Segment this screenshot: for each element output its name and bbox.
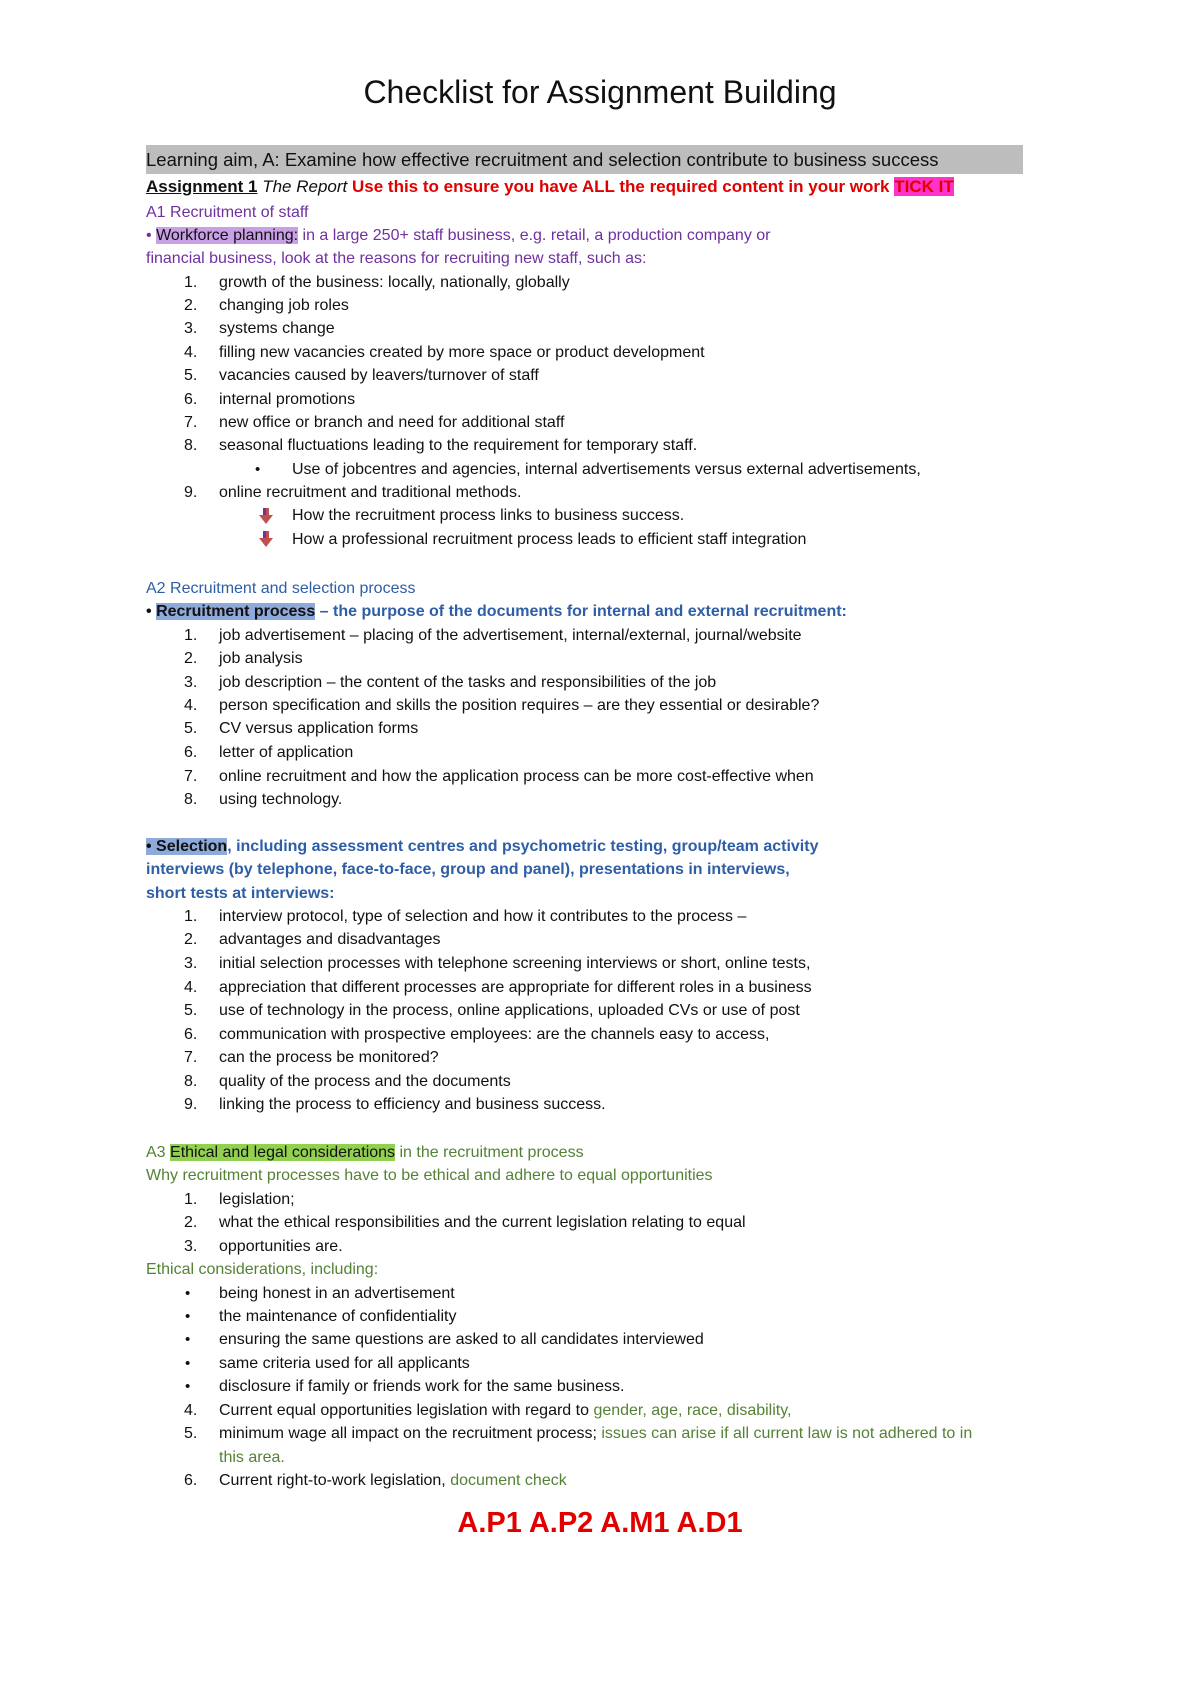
list-item: advantages and disadvantages — [219, 931, 441, 948]
tick-it-badge: TICK IT — [894, 177, 954, 196]
list-number: 1. — [184, 1191, 198, 1208]
list-number: 4. — [184, 979, 198, 996]
list-number: 6. — [184, 1026, 198, 1043]
list-item: changing job roles — [219, 297, 349, 314]
list-item-highlight: document check — [450, 1472, 567, 1489]
ethical-heading: Ethical considerations, including: — [146, 1261, 379, 1278]
assignment-instruction: Use this to ensure you have ALL the required content in your work — [352, 177, 890, 196]
list-number: 5. — [184, 1002, 198, 1019]
bullet-icon: • — [146, 603, 152, 620]
assignment-report: The Report — [262, 177, 348, 196]
bullet-icon: • — [185, 1285, 191, 1302]
list-number: 6. — [184, 744, 198, 761]
list-number: 1. — [184, 274, 198, 291]
list-number: 2. — [184, 931, 198, 948]
list-item: new office or branch and need for additional staff — [219, 414, 565, 431]
list-item: same criteria used for all applicants — [219, 1355, 470, 1372]
a2-intro-text: – the purpose of the documents for internal and external recruitment: — [315, 603, 847, 620]
list-number: 5. — [184, 367, 198, 384]
list-item: person specification and skills the position requires – are they essential or desirable? — [219, 697, 820, 714]
assignment-line — [146, 176, 954, 198]
list-item-highlight: issues can arise if all current law is not adhered to in — [601, 1425, 973, 1442]
a3-suffix: in the recruitment process — [395, 1144, 584, 1161]
list-item: ensuring the same questions are asked to all candidates interviewed — [219, 1331, 704, 1348]
list-item: initial selection processes with telephone screening interviews or short, online tests, — [219, 955, 811, 972]
list-item: job description – the content of the tasks and responsibilities of the job — [219, 674, 717, 691]
list-item: growth of the business: locally, nationally, globally — [219, 274, 570, 291]
list-item: using technology. — [219, 791, 343, 808]
bullet-icon: • — [146, 227, 152, 244]
list-item-continuation: this area. — [219, 1449, 285, 1466]
a3-topic: Ethical and legal considerations — [170, 1144, 396, 1161]
bullet-icon: • — [185, 1308, 191, 1325]
list-number: 4. — [184, 1402, 198, 1419]
list-number: 5. — [184, 1425, 198, 1442]
list-item — [219, 1471, 567, 1491]
list-number: 2. — [184, 297, 198, 314]
a3-prefix: A3 — [146, 1144, 171, 1161]
a1-intro-line-1 — [146, 226, 771, 246]
bullet-icon: • — [185, 1355, 191, 1372]
list-item: interview protocol, type of selection and how it contributes to the process – — [219, 908, 747, 925]
list-number: 8. — [184, 791, 198, 808]
list-item: job analysis — [219, 650, 303, 667]
a3-why: Why recruitment processes have to be ethical and adhere to equal opportunities — [146, 1167, 713, 1184]
bullet-icon: • — [185, 1331, 191, 1348]
list-item: quality of the process and the documents — [219, 1073, 511, 1090]
list-item — [219, 1401, 791, 1421]
list-item: opportunities are. — [219, 1238, 343, 1255]
list-item: legislation; — [219, 1191, 295, 1208]
list-item: online recruitment and how the application process can be more cost-effective when — [219, 768, 814, 785]
list-number: 2. — [184, 1214, 198, 1231]
list-number: 5. — [184, 720, 198, 737]
arrow-item: How the recruitment process links to business success. — [292, 507, 685, 524]
list-number: 4. — [184, 697, 198, 714]
a2-heading: A2 Recruitment and selection process — [146, 580, 416, 597]
list-item: letter of application — [219, 744, 354, 761]
list-item: filling new vacancies created by more space or product development — [219, 344, 705, 361]
list-item: systems change — [219, 320, 335, 337]
list-item: what the ethical responsibilities and the current legislation relating to equal — [219, 1214, 746, 1231]
a1-topic: Workforce planning: — [156, 227, 299, 244]
list-item: appreciation that different processes are appropriate for different roles in a business — [219, 979, 812, 996]
list-number: 7. — [184, 768, 198, 785]
list-item: use of technology in the process, online applications, uploaded CVs or use of post — [219, 1002, 800, 1019]
list-item-text: Current equal opportunities legislation with regard to — [219, 1402, 594, 1419]
list-item: being honest in an advertisement — [219, 1285, 455, 1302]
down-arrow-icon — [259, 508, 273, 524]
list-subitem: Use of jobcentres and agencies, internal advertisements versus external advertisements, — [292, 461, 921, 478]
selection-intro-line-3: short tests at interviews: — [146, 885, 335, 902]
list-number: 7. — [184, 1049, 198, 1066]
page-title: Checklist for Assignment Building — [363, 74, 837, 110]
learning-aim-banner: Learning aim, A: Examine how effective recruitment and selection contribute to business success — [146, 145, 1023, 174]
list-number: 7. — [184, 414, 198, 431]
list-item — [219, 1424, 972, 1444]
a2-topic: Recruitment process — [156, 603, 316, 620]
list-item: the maintenance of confidentiality — [219, 1308, 457, 1325]
list-item: can the process be monitored? — [219, 1049, 439, 1066]
list-number: 3. — [184, 1238, 198, 1255]
list-number: 3. — [184, 320, 198, 337]
list-item: job advertisement – placing of the advertisement, internal/external, journal/website — [219, 627, 802, 644]
list-item-text: Current right-to-work legislation, — [219, 1472, 451, 1489]
list-number: 9. — [184, 484, 198, 501]
a1-heading: A1 Recruitment of staff — [146, 204, 309, 221]
a2-intro-line — [146, 602, 847, 622]
list-number: 3. — [184, 674, 198, 691]
list-number: 1. — [184, 627, 198, 644]
list-number: 3. — [184, 955, 198, 972]
list-item-text: minimum wage all impact on the recruitment process; — [219, 1425, 602, 1442]
selection-topic: • Selection — [146, 838, 228, 855]
list-number: 6. — [184, 1472, 198, 1489]
list-item: communication with prospective employees: are the channels easy to access, — [219, 1026, 770, 1043]
selection-intro-text-1: , including assessment centres and psychometric testing, group/team activity — [227, 838, 819, 855]
list-number: 4. — [184, 344, 198, 361]
list-item: seasonal fluctuations leading to the requirement for temporary staff. — [219, 437, 698, 454]
list-number: 9. — [184, 1096, 198, 1113]
bullet-icon: • — [255, 461, 261, 478]
down-arrow-icon — [259, 531, 273, 547]
list-number: 8. — [184, 1073, 198, 1090]
selection-intro-line-1 — [146, 837, 818, 857]
list-number: 6. — [184, 391, 198, 408]
list-item: linking the process to efficiency and business success. — [219, 1096, 606, 1113]
assignment-label: Assignment 1 — [146, 177, 258, 196]
list-item: vacancies caused by leavers/turnover of staff — [219, 367, 539, 384]
list-item: internal promotions — [219, 391, 356, 408]
grade-criteria: A.P1 A.P2 A.M1 A.D1 — [457, 1507, 743, 1539]
list-item-highlight: gender, age, race, disability, — [593, 1402, 792, 1419]
arrow-item: How a professional recruitment process leads to efficient staff integration — [292, 531, 807, 548]
bullet-icon: • — [185, 1378, 191, 1395]
list-number: 1. — [184, 908, 198, 925]
a1-intro-line-2: financial business, look at the reasons for recruiting new staff, such as: — [146, 250, 647, 267]
list-item: disclosure if family or friends work for the same business. — [219, 1378, 625, 1395]
list-item: CV versus application forms — [219, 720, 419, 737]
list-number: 8. — [184, 437, 198, 454]
list-number: 2. — [184, 650, 198, 667]
a3-heading — [146, 1143, 584, 1163]
selection-intro-line-2: interviews (by telephone, face-to-face, group and panel), presentations in interviews, — [146, 861, 790, 878]
list-item: online recruitment and traditional methods. — [219, 484, 522, 501]
a1-intro-text-1: in a large 250+ staff business, e.g. retail, a production company or — [298, 227, 771, 244]
